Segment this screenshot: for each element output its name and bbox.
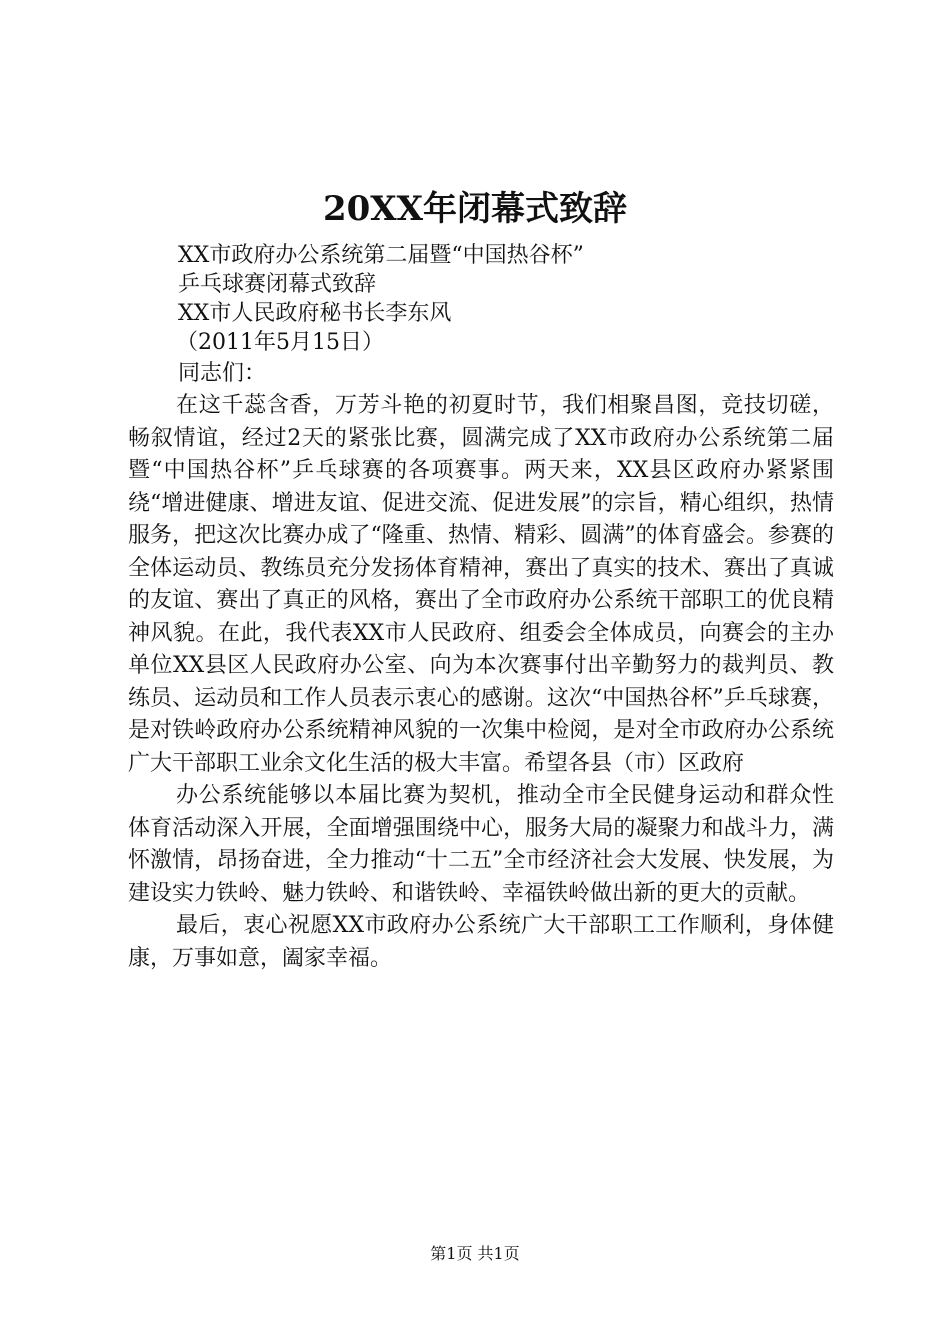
paragraph: 在这千蕊含香，万芳斗艳的初夏时节，我们相聚昌图，竞技切磋，畅叙情谊，经过2天的紧张比赛，圆满完成了XX市政府办公系统第二届暨“中国热谷杯”乒乓球赛的各项赛事。两天来，XX县区政府办紧紧围绕“增进健康、增进友谊、促进交流、促进发展”的宗旨，精心组织，热情服务，把这次比赛办成了“隆重、热情、精彩、圆满”的体育盛会。参赛的全体运动员、教练员充分发扬体育精神，赛出了真实的技术、赛出了真诚的友谊、赛出了真正的风格，赛出了全市政府办公系统干部职工的优良精神风貌。在此，我代表XX市人民政府、组委会全体成员，向赛会的主办单位XX县区人民政府办公室、向为本次赛事付出辛勤努力的裁判员、教练员、运动员和工作人员表示衷心的感谢。这次“中国热谷杯”乒乓球赛，是对铁岭政府办公系统精神风貌的一次集中检阅，是对全市政府办公系统广大干部职工业余文化生活的极大丰富。希望各县（市）区政府 xyxy=(128,393,834,776)
header-line-event: XX市政府办公系统第二届暨“中国热谷杯” xyxy=(178,243,584,268)
document-body xyxy=(128,390,834,975)
page-footer: 第1页 共1页 xyxy=(430,1244,520,1263)
header-line-date: （2011年5月15日） xyxy=(176,330,384,355)
paragraph: 办公系统能够以本届比赛为契机，推动全市全民健身运动和群众性体育活动深入开展，全面增强围绕中心，服务大局的凝聚力和战斗力，满怀激情，昂扬奋进，全力推动“十二五”全市经济社会大发展、快发展，为建设实力铁岭、魅力铁岭、和谐铁岭、幸福铁岭做出新的更大的贡献。 xyxy=(128,783,834,906)
header-line-speaker: XX市人民政府秘书长李东风 xyxy=(178,301,452,326)
salutation: 同志们： xyxy=(178,361,267,386)
header-line-subject: 乒乓球赛闭幕式致辞 xyxy=(178,272,377,297)
paragraph: 最后，衷心祝愿XX市政府办公系统广大干部职工工作顺利，身体健康，万事如意，阖家幸福。 xyxy=(128,913,834,971)
document-title: 20XX年闭幕式致辞 xyxy=(322,189,628,229)
